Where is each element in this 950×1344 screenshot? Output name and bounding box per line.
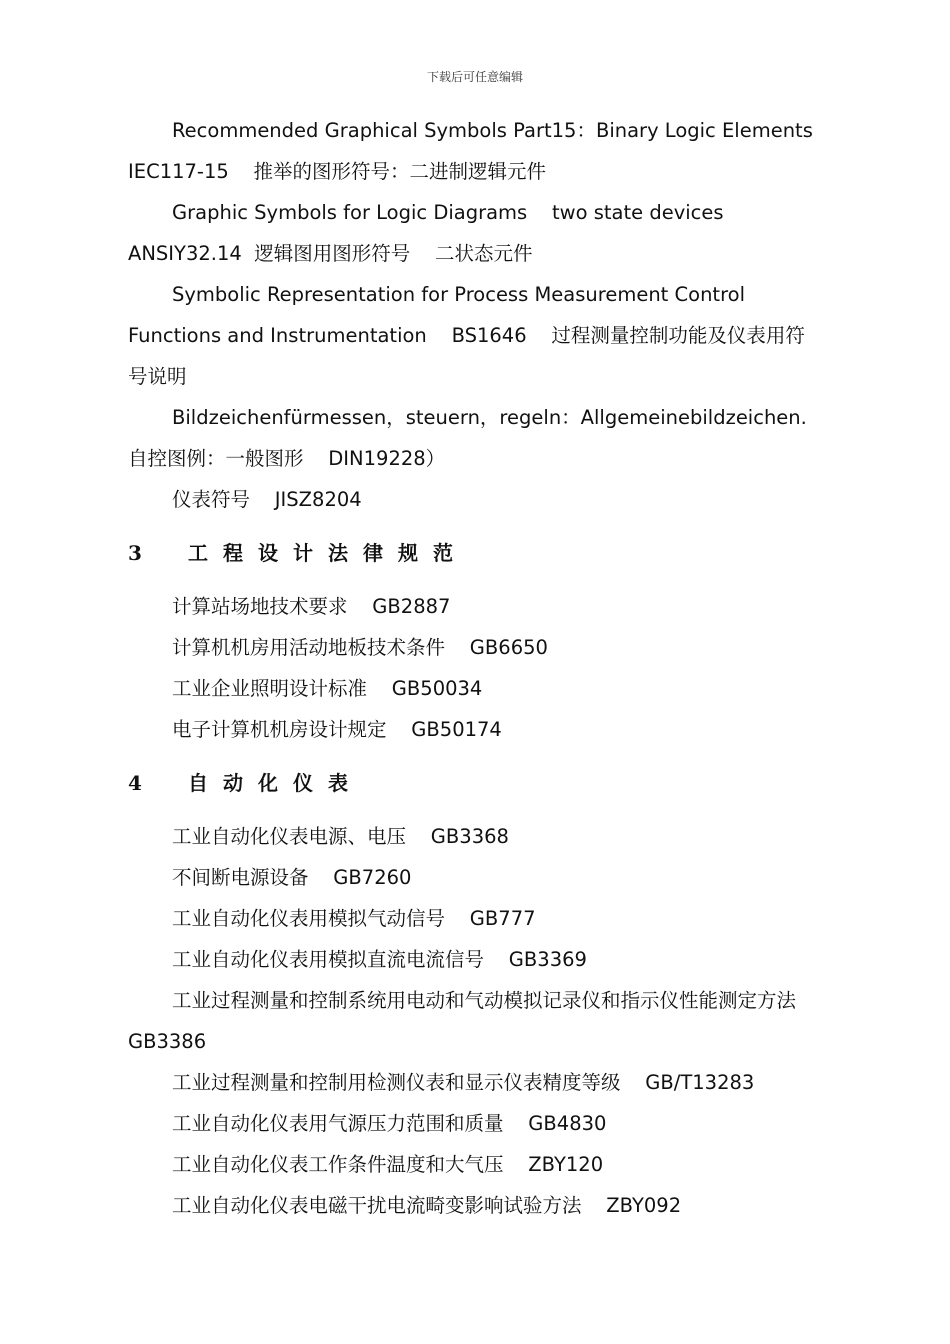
standard-entry: 工业自动化仪表电源、电压 GB3368	[172, 825, 509, 848]
section-number: 3	[128, 541, 142, 565]
standard-entry: 工业自动化仪表用模拟气动信号 GB777	[172, 907, 536, 930]
standard-entry: Recommended Graphical Symbols Part15：Binary Logic Elements IEC117-15 推举的图形符号：二进制逻辑元件	[128, 119, 820, 183]
section-title: 自动化仪表	[188, 771, 363, 795]
standard-entry: Bildzeichenfürmessen，steuern，regeln：Allgemeinebildzeichen.自控图例：一般图形 DIN19228）	[128, 406, 807, 470]
standard-entry: 工业过程测量和控制用检测仪表和显示仪表精度等级 GB/T13283	[172, 1071, 755, 1094]
section-heading-4	[128, 762, 824, 804]
standard-entry: 仪表符号 JISZ8204	[172, 488, 362, 511]
document-body	[128, 110, 824, 1226]
standard-entry: 工业自动化仪表工作条件温度和大气压 ZBY120	[172, 1153, 604, 1176]
header-note: 下载后可任意编辑	[426, 70, 523, 84]
standard-entry: 工业自动化仪表用模拟直流电流信号 GB3369	[172, 948, 587, 971]
standard-entry: 计算机机房用活动地板技术条件 GB6650	[172, 636, 548, 659]
standard-entry: Graphic Symbols for Logic Diagrams two state devices ANSIY32.14 逻辑图用图形符号 二状态元件	[128, 201, 749, 265]
standard-entry: 工业过程测量和控制系统用电动和气动模拟记录仪和指示仪性能测定方法 GB3386	[128, 989, 821, 1053]
standard-entry: 工业企业照明设计标准 GB50034	[172, 677, 483, 700]
standard-entry: 计算站场地技术要求 GB2887	[172, 595, 451, 618]
standard-entry: 电子计算机机房设计规定 GB50174	[172, 718, 502, 741]
section-number: 4	[128, 771, 142, 795]
section-heading-3	[128, 532, 824, 574]
standard-entry: 不间断电源设备 GB7260	[172, 866, 412, 889]
section-title: 工程设计法律规范	[188, 541, 468, 565]
standard-entry: 工业自动化仪表电磁干扰电流畸变影响试验方法 ZBY092	[172, 1194, 682, 1217]
standard-entry: Symbolic Representation for Process Measurement Control Functions and Instrumentation BS1646 过程测量控制功能及仪表用符号说明	[128, 283, 805, 388]
standard-entry: 工业自动化仪表用气源压力范围和质量 GB4830	[172, 1112, 607, 1135]
